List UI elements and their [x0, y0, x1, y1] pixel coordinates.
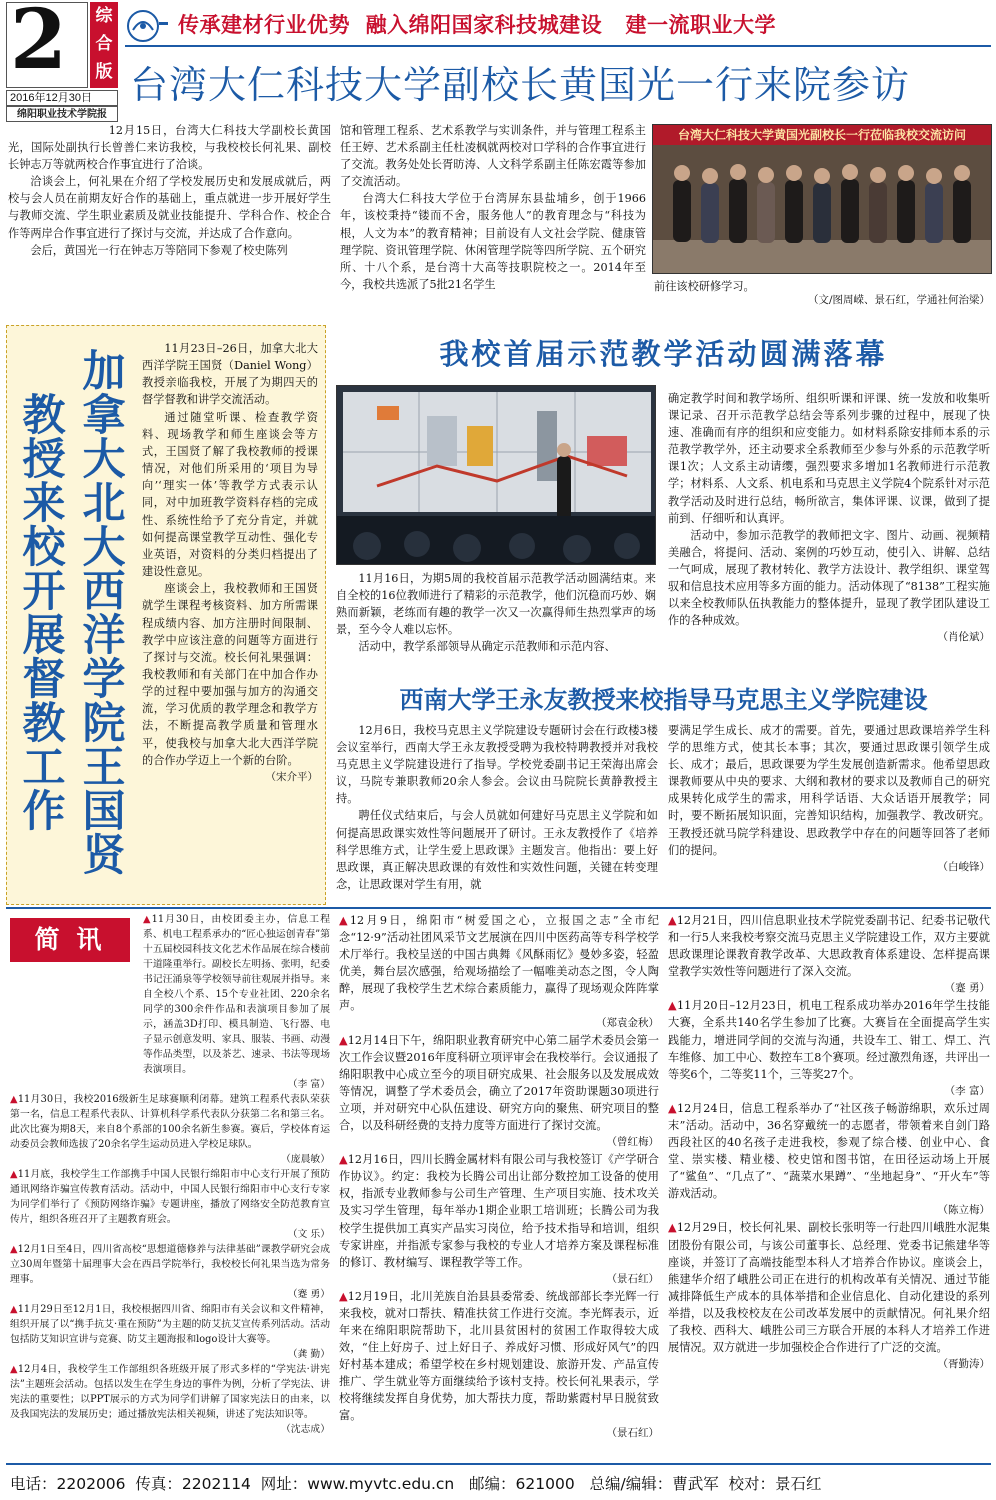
photo-banner: 台湾大仁科技大学黄国光副校长一行莅临我校交流访问 [653, 125, 991, 145]
section-label [90, 2, 118, 88]
footer-rule [6, 1463, 991, 1465]
bullet-triangle-icon: ▲ [10, 1364, 18, 1375]
bullet-triangle-icon: ▲ [10, 1304, 18, 1315]
school-motto: 传承建材行业优势 融入绵阳国家科技城建设 建一流职业大学 [178, 13, 777, 37]
brief-text: 12月9日，绵阳市“树爱国之心，立报国之志”全市纪念“12·9”活动社团风采节文艺展演在四川中医药高等专科学校学术厅举行。我校呈送的中国古典舞《风酥雨忆》曼妙多姿，轻盈优美，舞台层次感强，给观场描绘了一幅唯美动态之图，令人陶醉，展现了我校学生艺术综合素质能力，赢得了现场观众阵阵掌声。 [339, 914, 659, 1013]
bullet-triangle-icon: ▲ [10, 1244, 18, 1255]
brief-item [339, 912, 659, 1032]
brief-text: 12月24日，信息工程系举办了“社区孩子畅游绵职，欢乐过周末”活动。活动中，36名穿戴统一的志愿者，带领着来自剑门路西段社区的40名孩子走进我校，参观了综合楼、创业中心、食堂、崇实楼、精业楼、校史馆和图书馆，在田径运动场上开展了“鲨鱼”、“几点了”、“蔬菜水果蹲”、“坐地起身”、“开火车”等游戏活动。 [668, 1101, 990, 1201]
brief-credit: （曾红梅） [606, 1136, 659, 1149]
brief-item [10, 1167, 330, 1242]
brief-text: 12月19日，北川羌族自治县县委常委、统战部部长李光辉一行来我校，就对口帮扶、精准扶贫工作进行交流。李光辉表示，近年来在绵阳职院帮助下，北川县贫困村的贫困工作取得较大成效，“住上好房子、过上好日子、养成好习惯、形成好风气”的四好村基本建成；希望学校在乡村规划建设、旅游开发、产品宣传推广、学生就业等方面继续给予该村支持。校长何礼果表示，学校将继续发挥自身优势，加大帮扶力度，帮助紫霞村早日脱贫致富。 [339, 1289, 659, 1423]
classroom-photo-icon [337, 386, 656, 565]
brief-credit: （郑袁金秋） [596, 1016, 659, 1029]
brief-text: 12月14日下午，绵阳职业教育研究中心第二届学术委员会第一次工作会议暨2016年度科研立项评审会在我校举行。会议通报了绵阳职教中心成立至今的项目研究成果、社会服务以及发展成效等情况，调整了学术委员会，确立了2017年资助课题30项进行立项，并对研究中心队伍建设、研究方向的聚焦、研究项目的整合，以及科研经费的支持力度等方面进行了探讨交流。 [339, 1033, 659, 1133]
story3-credit: （白峻锋） [937, 860, 990, 873]
footer-contact-line: 电话：2202006 传真：2202114 网址：www.myvtc.edu.cn 邮编：621000 总编/编辑：曹武军 校对：景石红 [10, 1475, 822, 1493]
paper-name: 绵阳职业技术学院报 [6, 106, 118, 122]
bullet-triangle-icon: ▲ [668, 914, 677, 927]
story1-paragraph: 台湾大仁科技大学位于台湾屏东县盐埔乡，创于1966年，该校秉持“镂而不舍，服务他人”的教育理念与“科技为根，人文为本”的教育精神；目前设有人文社会学院、健康管理学院、资讯管理学院、休闲管理学院等四所学院、五个研究所、十八个系，是台湾十大高等技职院校之一。2014年至今，我校共选派了5批21名学生 [340, 192, 646, 291]
box-story-title-line-1: 加拿大北大西洋学院王国贤 [82, 347, 126, 881]
school-logo-icon [125, 8, 169, 44]
story1-paragraph: 馆和管理工程系、艺术系教学与实训条件，并与管理工程系主任王婷、艺术系副主任杜凌枫就两校对口学科的合作事宜进行了交流。教务处处长胥昉涛、人文科学系副主任陈宏霞等参加了交流活动。 [340, 124, 646, 189]
story2-paragraph: 活动中，教学系部领导从确定示范教师和示范内容、 [358, 640, 616, 654]
story3-paragraph: 聘任仪式结束后，与会人员就如何建好马克思主义学院和如何提高思政课实效性等问题展开了研讨。王永友教授作了《培养科学思维方式，让学生爱上思政课》主题发言。他指出：要上好思政课，真正解决思政课的有效性和实效性问题，关键在转变理念，让思政课对学生有用，就 [336, 809, 658, 891]
briefs-label: 简 讯 [10, 918, 130, 962]
story1-column-1 [8, 122, 331, 259]
brief-item [339, 1032, 659, 1152]
bullet-triangle-icon: ▲ [339, 914, 350, 927]
brief-credit: （景石红） [606, 1272, 659, 1285]
brief-text: 11月20日–12月23日，机电工程系成功举办2016年学生技能大赛，全系共140名学生参加了比赛。大赛旨在全面提高学生实践能力，增进同学间的交流与沟通，共设车工、钳工、焊工、汽车维修、加工中心、数控车工8个赛项。经过激烈角逐，共评出一等奖6个，二等奖11个，三等奖27个。 [668, 999, 990, 1081]
box-story-paragraph: 11月23日–26日，加拿大北大西洋学院王国贤（Daniel Wong）教授亲临我校，开展了为期四天的督学督教和讲学交流活动。 [142, 342, 318, 407]
brief-credit: （胥勤涛） [937, 1358, 990, 1371]
story1-paragraph: 洽谈会上，何礼果在介绍了学校发展历史和发展成就后，两校与会人员在前期友好合作的基础上，重点就进一步开展好学生与教师交流、学生职业素质及就业技能提升、学科合作、校企合作等两岸合作事宜进行了探讨与交流，并达成了合作意向。 [8, 175, 331, 240]
brief-text: 12月16日，四川长腾金属材料有限公司与我校签订《产学研合作协议》。约定：我校为长腾公司出让部分数控加工设备的使用权，指派专业教师参与公司生产管理、生产项目实施、技术攻关及实习学生管理，每年举办1期企业职工培训班；长腾公司为我校学生提供加工真实产品实习岗位，给予技术指导和培训，组织专家讲座，并指派专家参与我校的专业人才培养方案及课程标准的修订、教材编写、课程教学等工作。 [339, 1153, 659, 1269]
story1-credit: （文/图周嵘、景石红，学通社何治梁） [807, 294, 990, 306]
story2-column-1 [336, 570, 656, 655]
section-char-3: 版 [95, 62, 113, 82]
issue-date: 2016年12月30日 [6, 90, 118, 106]
story3-paragraph: 要满足学生成长、成才的需要。首先，要通过思政课培养学生科学的思维方式，使其长本事；其次，要通过思政课引领学生成长、成才；最后，思政课要为学生发展创造新需求。他希望思政课教师要从中央的要求、大纲和教材的要求以及教师自己的研究成果转化成学生的需求，用科学话语、大众话语开展教学；同时，要不断拓展知识面，完善知识结构，加强教学、教改研究。王教授还就马院学科建设、思政教学中存在的问题等回答了老师们的提问。 [668, 724, 990, 857]
brief-credit: （景石红） [606, 1426, 659, 1439]
bullet-triangle-icon: ▲ [339, 1289, 348, 1303]
brief-text: 12月1日至4日，四川省高校“思想道德修养与法律基础”课教学研究会成立30周年暨第十届理事大会在西昌学院举行，我校校长何礼果当选为常务理事。 [10, 1244, 330, 1285]
briefs-column-1 [10, 912, 330, 1437]
brief-item [10, 1362, 330, 1437]
group-photo-icon [653, 125, 992, 274]
story1-headline: 台湾大仁科技大学副校长黄国光一行来院参访 [130, 63, 911, 107]
story3-headline: 西南大学王永友教授来校指导马克思主义学院建设 [399, 686, 928, 714]
story2-paragraph: 活动中，参加示范教学的教师把文字、图片、动画、视频精美融合，将提问、活动、案例的巧妙互动，使引入、讲解、总结一气呵成，展现了教材转化、教学方法设计、教学组织、课堂驾驭和信息技术应用等多方面的能力。活动体现了“8138”工程实施以来全校教师队伍执教能力的整体提升，显现了教学团队建设工作的各种成效。 [668, 528, 990, 628]
box-story-paragraph: 通过随堂听课、检查教学资料、现场教学和师生座谈会等方式，王国贤了解了我校教师的授课情况，对他们所采用的‘项目为导向’‘理实一体’等教学方式表示认同，对中加班教学资料存档的完成性、系统性给予了充分肯定，并就如何提高课堂教学互动性、强化专业英语，对资料的分类归档提出了建设性意见。 [142, 410, 318, 579]
brief-text: 11月底，我校学生工作部携手中国人民银行绵阳市中心支行开展了预防通讯网络诈骗宣传教育活动。活动中，中国人民银行绵阳市中心支行专家为同学们举行了《预防网络诈骗》专题讲座，播放了网络安全防范教育宣传片，组织各班召开了主题教育班会。 [10, 1169, 330, 1225]
brief-credit: （龚 勤） [287, 1349, 330, 1360]
briefs-column-2 [339, 912, 659, 1442]
page-number: 2 [10, 0, 68, 88]
box-story-credit: （宋介平） [265, 770, 318, 783]
brief-credit: （陈立梅） [937, 1204, 990, 1217]
bullet-triangle-icon: ▲ [143, 914, 152, 925]
brief-item [10, 1092, 330, 1167]
brief-item [339, 1288, 659, 1442]
story1-photo [652, 124, 992, 274]
brief-item [339, 1151, 659, 1288]
bullet-triangle-icon: ▲ [10, 1169, 18, 1180]
story2-photo [336, 385, 656, 565]
bullet-triangle-icon: ▲ [668, 1221, 677, 1235]
bullet-triangle-icon: ▲ [339, 1033, 348, 1047]
story2-paragraph: 确定教学时间和教学场所、组织听课和评课、统一发放和收集听课记录、召开示范教学总结会等系列步骤的过程中，展现了快速、准确而有序的组织和应变能力。如材料系除安排师本系的示范教学教学外，还主动要求全系教师至少参与外系的示范教学听课1次；人文系主动请缨，强烈要求多增加1名教师进行示范教学；材料系、人文系、机电系和马克思主义学院4个院系针对示范教学活动及时进行总结，畅所欲言，集体评课、议课，做到了提前到、仔细听和认真评。 [668, 392, 990, 525]
brief-item [10, 1242, 330, 1302]
brief-text: 11月29日至12月1日，我校根据四川省、绵阳市有关会议和文件精神，组织开展了以“携手抗艾·重在预防”为主题的防艾抗艾宣传系列活动。活动包括防艾知识宣讲与竞赛、防艾主题海报和logo设计大赛等。 [10, 1304, 330, 1345]
brief-item [10, 912, 330, 1092]
box-story-paragraph: 座谈会上，我校教师和王国贤就学生课程考核资料、加方所需课程成绩内容、加方注册时间限制、教学中应该注意的问题等方面进行了探讨与交流。校长何礼果强调：我校教师和有关部门在中加合作办学的过程中要加强与加方的沟通交流，学习优质的教学理念和教学方法，不断提高教学质量和管理水平，使我校与加拿大北大西洋学院的合作办学迈上一个新的台阶。 [142, 582, 318, 767]
story1-paragraph: 会后，黄国光一行在钟志万等陪同下参观了校史陈列 [30, 243, 288, 257]
box-story-body [142, 340, 318, 786]
story2-credit: （肖伦斌） [937, 631, 990, 644]
box-story-title-line-2: 教授来校开展督教工作 [22, 391, 66, 837]
story1-photo-tail: 前往该校研修学习。 [654, 280, 755, 293]
brief-text: 12月4日，我校学生工作部组织各班级开展了形式多样的“学宪法·讲宪法”主题班会活动。包括以发生在学生身边的事件为例，分析了学宪法、讲宪法的重要性；以PPT展示的方式为同学们讲解了国家宪法日的由来，以及我国宪法的发展历史；通过播放宪法相关视频，讲述了宪法知识等。 [10, 1364, 330, 1420]
brief-text: 11月30日，由校团委主办，信息工程系、机电工程系承办的“匠心独运创青春”第十五届校园科技文化艺术作品展在综合楼前干道隆重举行。副校长左明扬、张明，纪委书记汪涌泉等学校领导前往观展并指导。来自全校八个系、15个专业社团、220余名同学的300余件作品和表演项目参加了展示，涵盖3D打印、模具制造、飞行器、电子显示创意发明、家具、服装、书画、动漫等作品类型，以及茶艺、速录、书法等现场表演项目。 [143, 914, 330, 1075]
section-char-2: 合 [95, 34, 113, 54]
brief-item [668, 1219, 990, 1373]
story3-column-1 [336, 722, 658, 893]
brief-item [668, 912, 990, 997]
brief-credit: （李 富） [944, 1084, 990, 1097]
header-rule [125, 45, 991, 47]
brief-item [10, 1302, 330, 1362]
story2-headline: 我校首届示范教学活动圆满落幕 [439, 337, 888, 371]
story3-column-2 [668, 722, 990, 876]
brief-credit: （庞晨敏） [281, 1154, 330, 1165]
section-char-1: 综 [95, 6, 113, 26]
bullet-triangle-icon: ▲ [10, 1094, 18, 1105]
brief-text: 11月30日，我校2016级新生足球赛顺利闭幕。建筑工程系代表队荣获第一名，信息工程系代表队、计算机科学系代表队分获第二名和第三名。此次比赛为期8天，来自8个系部的100余名新生参赛。赛后，学校体育运动委员会教师选拔了20余名学生运动员进入学校足球队。 [10, 1094, 330, 1150]
story3-paragraph: 12月6日，我校马克思主义学院建设专题研讨会在行政楼3楼会议室举行，西南大学王永友教授受聘为我校特聘教授并对我校马克思主义学院建设进行了指导。学校党委副书记王荣海出席会议，马院专兼职教师20余人参会。会议由马院院长黄静教授主持。 [336, 724, 658, 806]
brief-credit: （李 富） [287, 1079, 330, 1090]
brief-credit: （蹇 勇） [944, 982, 990, 995]
brief-credit: （文 乐） [287, 1229, 330, 1240]
brief-text: 12月21日，四川信息职业技术学院党委副书记、纪委书记敬代和一行5人来我校考察交流马克思主义学院建设工作，双方主要就思政课理论课教育教学改革、大思政教育体系建设、怎样提高课堂教学实效性等问题进行了深入交流。 [668, 914, 990, 979]
brief-credit: （蹇 勇） [287, 1289, 330, 1300]
bullet-triangle-icon: ▲ [339, 1153, 348, 1167]
story2-paragraph: 11月16日，为期5周的我校首届示范教学活动圆满结束。来自全校的16位教师进行了精彩的示范教学，他们沉稳而巧妙、娴熟而新颖，老练而有趣的教学一次又一次赢得师生热烈掌声的场景，至今令人难以忘怀。 [336, 572, 656, 637]
section-divider [6, 907, 991, 909]
bullet-triangle-icon: ▲ [668, 999, 678, 1013]
story2-column-2 [668, 390, 990, 646]
briefs-column-3 [668, 912, 990, 1373]
story1-column-2 [340, 122, 646, 293]
brief-text: 12月29日，校长何礼果、副校长张明等一行赴四川峨胜水泥集团股份有限公司，与该公司董事长、总经理、党委书记熊建华等座谈，并签订了高端技能型本科人才培养合作协议。座谈会上，熊建华介绍了峨胜公司正在进行的机构改革有关情况、通过节能减排降低生产成本的具体举措和企业信息化、自动化建设的系列举措，以及我校校友在公司改革发展中的贡献情况。何礼果介绍了我校、西科大、峨胜公司三方联合开展的本科人才培养工作进展情况。双方就进一步加强校企合作进行了广泛的交流。 [668, 1221, 990, 1355]
brief-item [668, 997, 990, 1099]
brief-item [668, 1100, 990, 1220]
brief-credit: （沈志成） [281, 1424, 330, 1435]
story1-paragraph: 12月15日，台湾大仁科技大学副校长黄国光，国际处副执行长曾善仁来访我校，与我校校长何礼果、副校长钟志万等就两校合作事宜进行了洽谈。 [8, 124, 331, 172]
bullet-triangle-icon: ▲ [668, 1101, 677, 1115]
